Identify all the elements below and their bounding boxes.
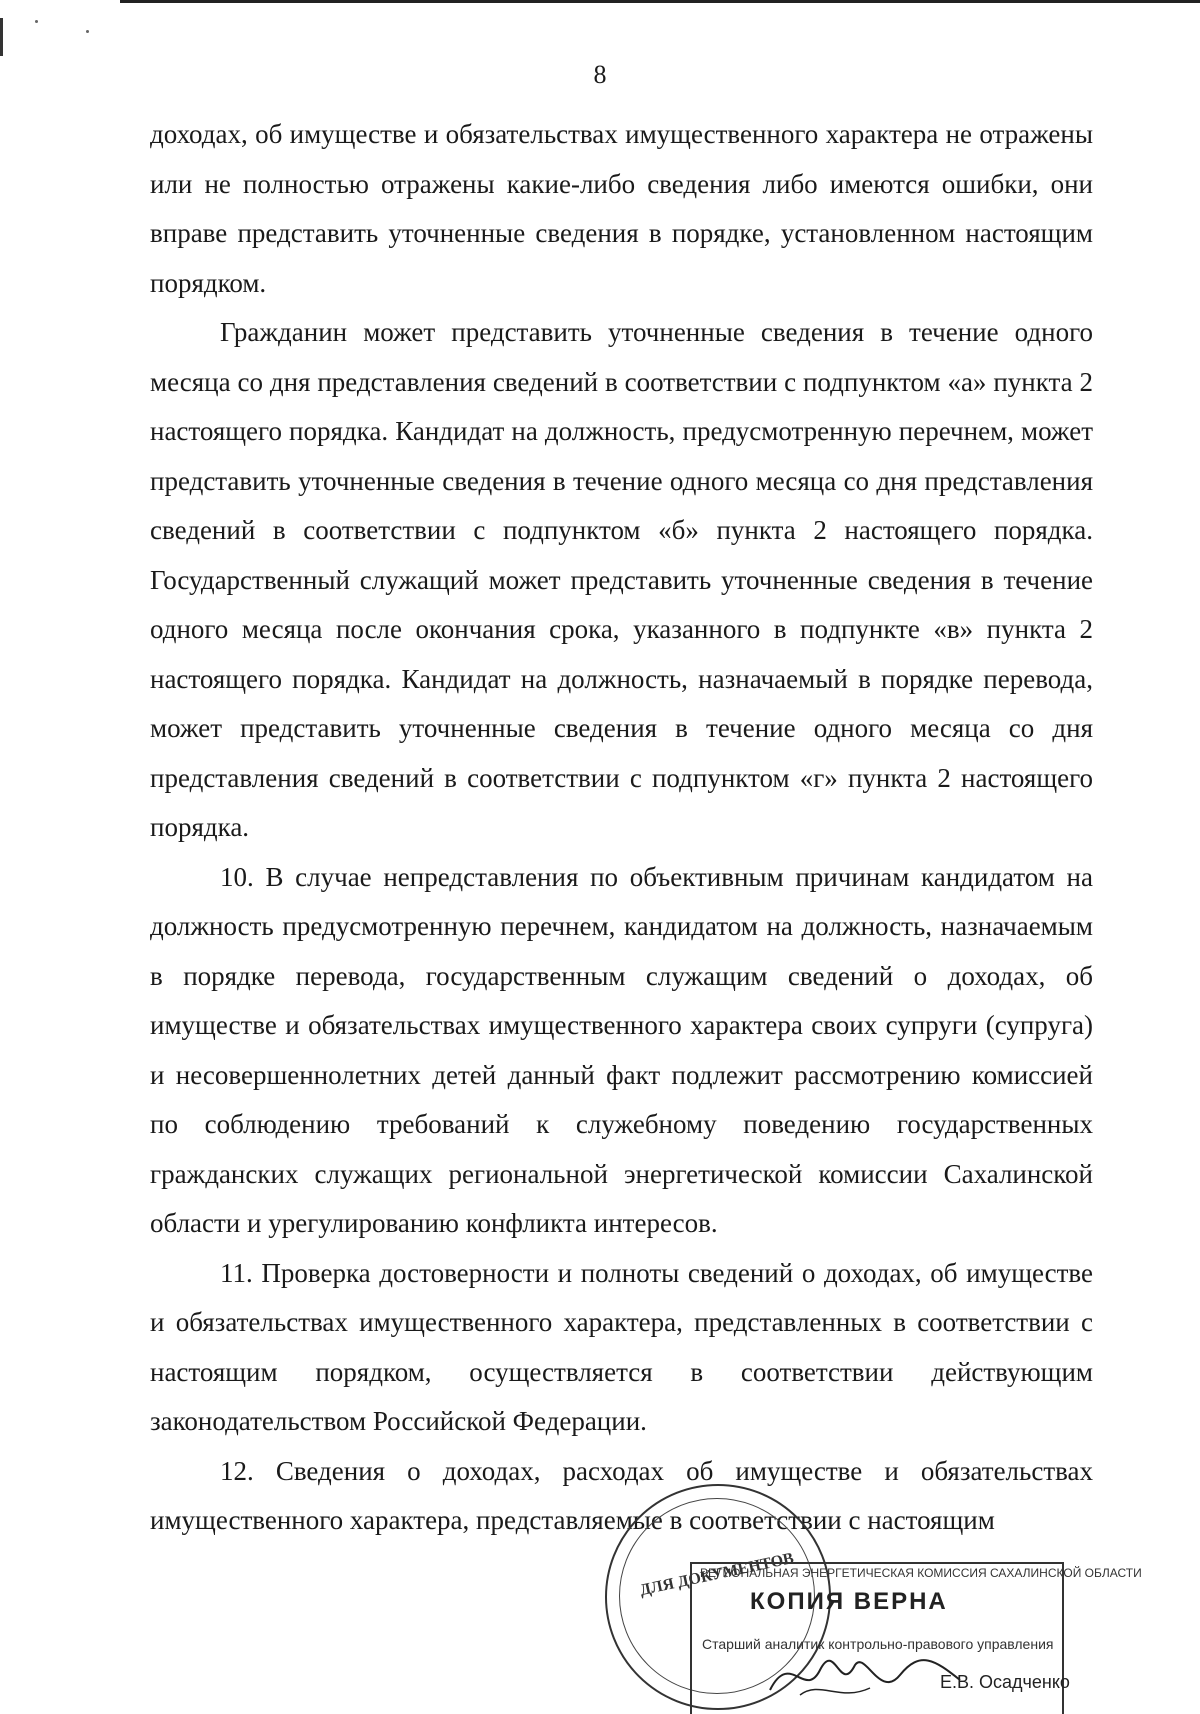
top-border-line	[120, 0, 1200, 3]
copy-stamp-position: Старший аналитик контрольно-правового управления	[702, 1636, 1054, 1652]
seal-center-text: ДЛЯ ДОКУМЕНТОВ	[638, 1549, 796, 1600]
document-body	[150, 110, 1093, 1546]
copy-stamp-header: РЕГИОНАЛЬНАЯ ЭНЕРГЕТИЧЕСКАЯ КОМИССИЯ САХАЛИНСКОЙ ОБЛАСТИ	[700, 1566, 1142, 1580]
page-number: 8	[593, 60, 607, 89]
copy-stamp-title: КОПИЯ ВЕРНА	[750, 1588, 948, 1615]
scan-edge-mark	[0, 18, 3, 56]
scan-speck	[86, 30, 89, 33]
paragraph-clarification-terms: Гражданин может представить уточненные сведения в течение одного месяца со дня представления сведений в соответствии с подпунктом «а» пункта 2 настоящего порядка. Кандидат на должность, предусмотренную перечнем, может представить уточненные сведения в течение одного месяца со дня представления сведений в соответствии с подпунктом «б» пункта 2 настоящего порядка. Государственный служащий может представить уточненные сведения в течение одного месяца после окончания срока, указанного в подпункте «в» пункта 2 настоящего порядка. Кандидат на должность, назначаемый в порядке перевода, может представить уточненные сведения в течение одного месяца со дня представления сведений в соответствии с подпунктом «г» пункта 2 настоящего порядка.	[150, 317, 1093, 842]
scan-speck	[35, 20, 38, 23]
paragraph-continuation: доходах, об имуществе и обязательствах имущественного характера не отражены или не полностью отражены какие-либо сведения либо имеются ошибки, они вправе представить уточненные сведения в порядке, установленном настоящим порядком.	[150, 119, 1093, 298]
paragraph-12: 12. Сведения о доходах, расходах об имуществе и обязательствах имущественного характера, представляемые в соответствии с настоящим	[150, 1455, 1093, 1535]
copy-stamp-name: Е.В. Осадченко	[940, 1672, 1070, 1692]
handwritten-signature	[760, 1640, 970, 1710]
paragraph-11: 11. Проверка достоверности и полноты сведений о доходах, об имуществе и обязательствах имущественного характера, представленных в соответствии с настоящим порядком, осуществляется в соответствии действующим законодательством Российской Федерации.	[150, 1257, 1093, 1436]
paragraph-10: 10. В случае непредставления по объективным причинам кандидатом на должность предусмотренную перечнем, кандидатом на должность, назначаемым в порядке перевода, государственным служащим сведений о доходах, об имуществе и обязательствах имущественного характера своих супруги (супруга) и несовершеннолетних детей данный факт подлежит рассмотрению комиссией по соблюдению требований к служебному поведению государственных гражданских служащих региональной энергетической комиссии Сахалинской области и урегулированию конфликта интересов.	[150, 861, 1093, 1238]
